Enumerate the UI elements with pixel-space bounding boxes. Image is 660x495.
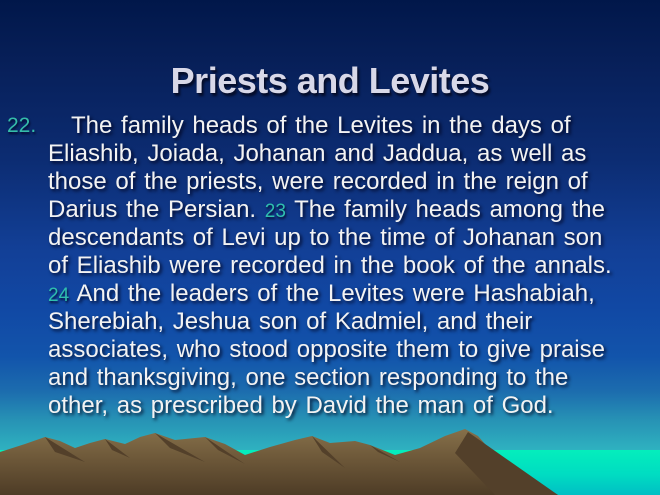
verse-text-segment: those of the priests, were recorded in the reign of: [48, 168, 588, 195]
verse-reference-number: 22.: [7, 114, 37, 137]
verse-text-segment: Eliashib, Joiada, Johanan and Jaddua, as well as: [48, 140, 587, 167]
verse-line: [48, 224, 633, 252]
verse-number: 24: [48, 285, 70, 306]
verse-paragraph: [7, 112, 633, 420]
verse-number: 23: [264, 201, 286, 222]
verse-text-segment: Sherebiah, Jeshua son of Kadmiel, and their: [48, 308, 533, 335]
verse-line: [48, 364, 633, 392]
slide-title: Priests and Levites: [170, 60, 490, 102]
verse-line: [48, 140, 633, 168]
verse-text-segment: other, as prescribed by David the man of God.: [48, 392, 554, 419]
verse-text-segment: And the leaders of the Levites were Hashabiah,: [69, 280, 595, 307]
verse-text-segment: associates, who stood opposite them to give praise: [48, 336, 605, 363]
verse-text-segment: descendants of Levi up to the time of Johanan son: [48, 224, 603, 251]
verse-line: [48, 196, 633, 224]
verse-line: [48, 336, 633, 364]
verse-text-segment: Darius the Persian.: [48, 196, 265, 223]
verse-text-segment: and thanksgiving, one section responding to the: [48, 364, 569, 391]
verse-text-segment: The family heads of the Levites in the days of: [71, 112, 571, 139]
verse-line: [48, 392, 633, 420]
verse-text-segment: The family heads among the: [285, 196, 605, 223]
verse-line: [48, 168, 633, 196]
verse-line: [7, 112, 633, 140]
verse-line: [48, 252, 633, 280]
verse-line: [48, 280, 633, 308]
verse-line: [48, 308, 633, 336]
mountain-range-graphic: [0, 425, 660, 495]
verse-text-segment: of Eliashib were recorded in the book of the annals.: [48, 252, 612, 279]
